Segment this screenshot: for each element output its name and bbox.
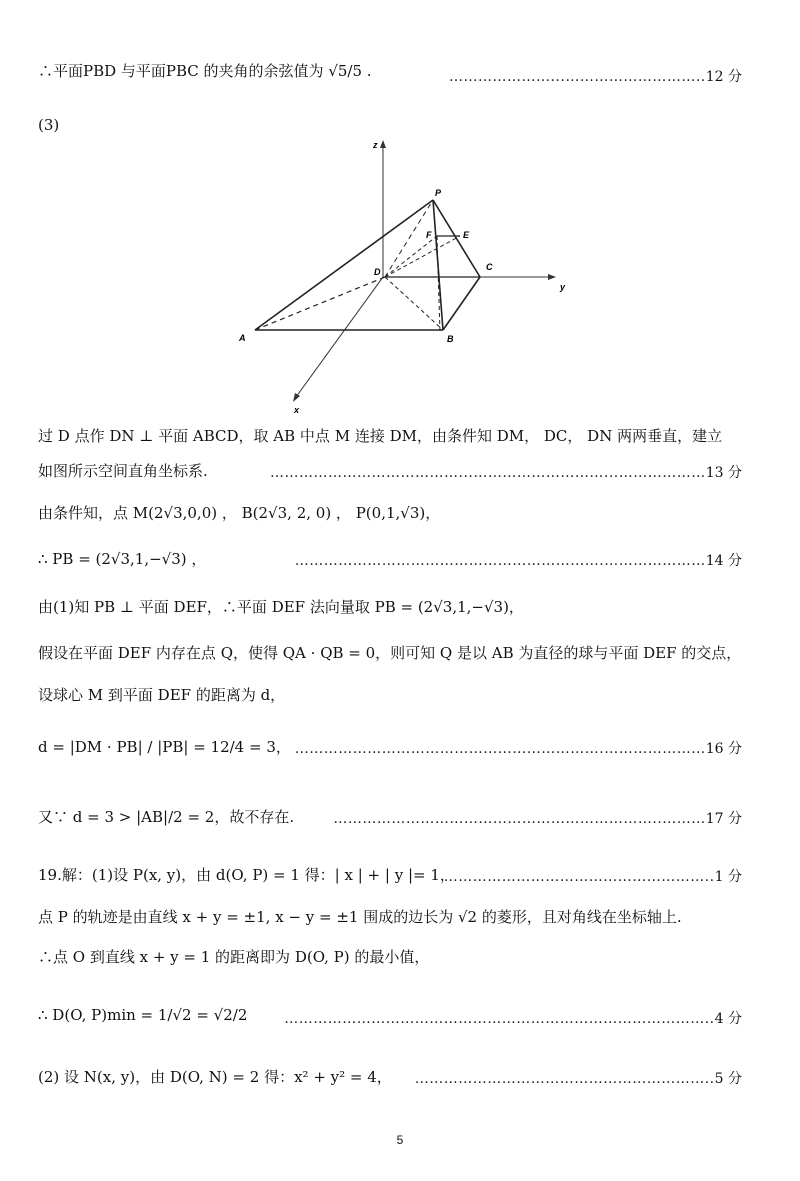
line-1-score: 12 分 — [705, 69, 742, 85]
line-3-score: 13 分 — [705, 465, 742, 481]
edge-PC — [433, 200, 480, 277]
line-10-score: 17 分 — [705, 811, 742, 827]
line-8: 设球心 M 到平面 DEF 的距离为 d， — [38, 686, 286, 704]
line-5-dots: ……………………………………………………….………………… — [294, 553, 706, 569]
label-F: F — [426, 230, 432, 240]
line-11: 19.解：(1)设 P(x, y)，由 d(O, P) = 1 得：| x | + | y |= 1， — [38, 866, 455, 884]
line-10-dots: …………………………………………………………..……… — [333, 811, 706, 827]
line-9-score-group — [295, 738, 742, 758]
line-15-dots: …………………………………………………….. — [414, 1071, 715, 1087]
line-1 — [38, 60, 372, 81]
line-3-dots: …………………………………...………………………...……………… — [270, 465, 706, 481]
line-14-score: 4 分 — [714, 1011, 742, 1027]
line-4: 由条件知，点 M(2√3,0,0) ， B(2√3, 2, 0) ， P(0,1,√3)， — [38, 504, 441, 522]
edge-DE — [385, 236, 460, 277]
line-14-score-group — [284, 1008, 742, 1028]
line-11-dots: ……………………………………………….. — [443, 869, 715, 885]
pyramid-figure — [230, 132, 580, 417]
line-5-score: 14 分 — [705, 553, 742, 569]
line-15: (2) 设 N(x, y)，由 D(O, N) = 2 得：x² + y² = 4， — [38, 1068, 392, 1086]
label-A: A — [239, 333, 246, 343]
label-z: z — [373, 140, 378, 150]
label-D: D — [374, 267, 381, 277]
line-10-score-group — [333, 808, 742, 828]
edge-AD — [255, 277, 385, 330]
line-9: d = |DM · PB| / |PB| = 12/4 = 3， — [38, 738, 291, 756]
line-1-score-group — [449, 66, 742, 86]
line-13: ∴点 O 到直线 x + y = 1 的距离即为 D(O, P) 的最小值， — [38, 948, 430, 966]
line-14: ∴ D(O, P)min = 1/√2 = √2/2 — [38, 1006, 248, 1024]
page-number: 5 — [396, 1133, 404, 1147]
label-y: y — [560, 282, 566, 292]
line-2: 过 D 点作 DN ⊥ 平面 ABCD，取 AB 中点 M 连接 DM，由条件知 DM， DC， DN 两两垂直，建立 — [38, 427, 723, 445]
edge-DF — [385, 236, 437, 277]
line-10: 又∵ d = 3 > |AB|/2 = 2，故不存在. — [38, 808, 295, 826]
line-5: ∴ PB = (2√3,1,−√3) ， — [38, 550, 207, 568]
line-9-score: 16 分 — [705, 741, 742, 757]
line-3-score-group — [270, 462, 742, 482]
line-7: 假设在平面 DEF 内存在点 Q，使得 QA · QB = 0，则可知 Q 是以 AB 为直径的球与平面 DEF 的交点， — [38, 644, 742, 662]
line-15-score-group — [415, 1068, 742, 1088]
line-9-dots: ……………………………………………………….………………… — [294, 741, 706, 757]
line-3: 如图所示空间直角坐标系. — [38, 462, 208, 480]
label-x: x — [294, 405, 300, 415]
line-6: 由(1)知 PB ⊥ 平面 DEF，∴平面 DEF 法向量取 PB = (2√3,1,−√3)， — [38, 598, 524, 616]
label-B: B — [447, 334, 454, 344]
part-3-label: (3) — [38, 116, 60, 134]
line-1-dots: …………………...……………………….. — [448, 69, 706, 85]
z-axis-arrow — [380, 140, 386, 148]
label-C: C — [486, 262, 493, 272]
line-11-score: 1 分 — [714, 869, 742, 885]
segment-DB — [385, 277, 443, 330]
label-E: E — [463, 230, 470, 240]
line-1-text: ∴平面PBD 与平面PBC 的夹角的余弦值为 √5/5 . — [38, 62, 372, 80]
label-P: P — [435, 188, 442, 198]
x-axis-arrow — [293, 393, 300, 402]
line-12: 点 P 的轨迹是由直线 x + y = ±1, x − y = ±1 围成的边长为 √2 的菱形，且对角线在坐标轴上. — [38, 908, 682, 926]
edge-BC — [443, 277, 480, 330]
line-15-score: 5 分 — [714, 1071, 742, 1087]
y-axis-arrow — [548, 274, 556, 280]
line-14-dots: …………………………………………………………………………….. — [284, 1011, 715, 1027]
line-11-score-group — [444, 866, 742, 886]
line-5-score-group — [295, 550, 742, 570]
